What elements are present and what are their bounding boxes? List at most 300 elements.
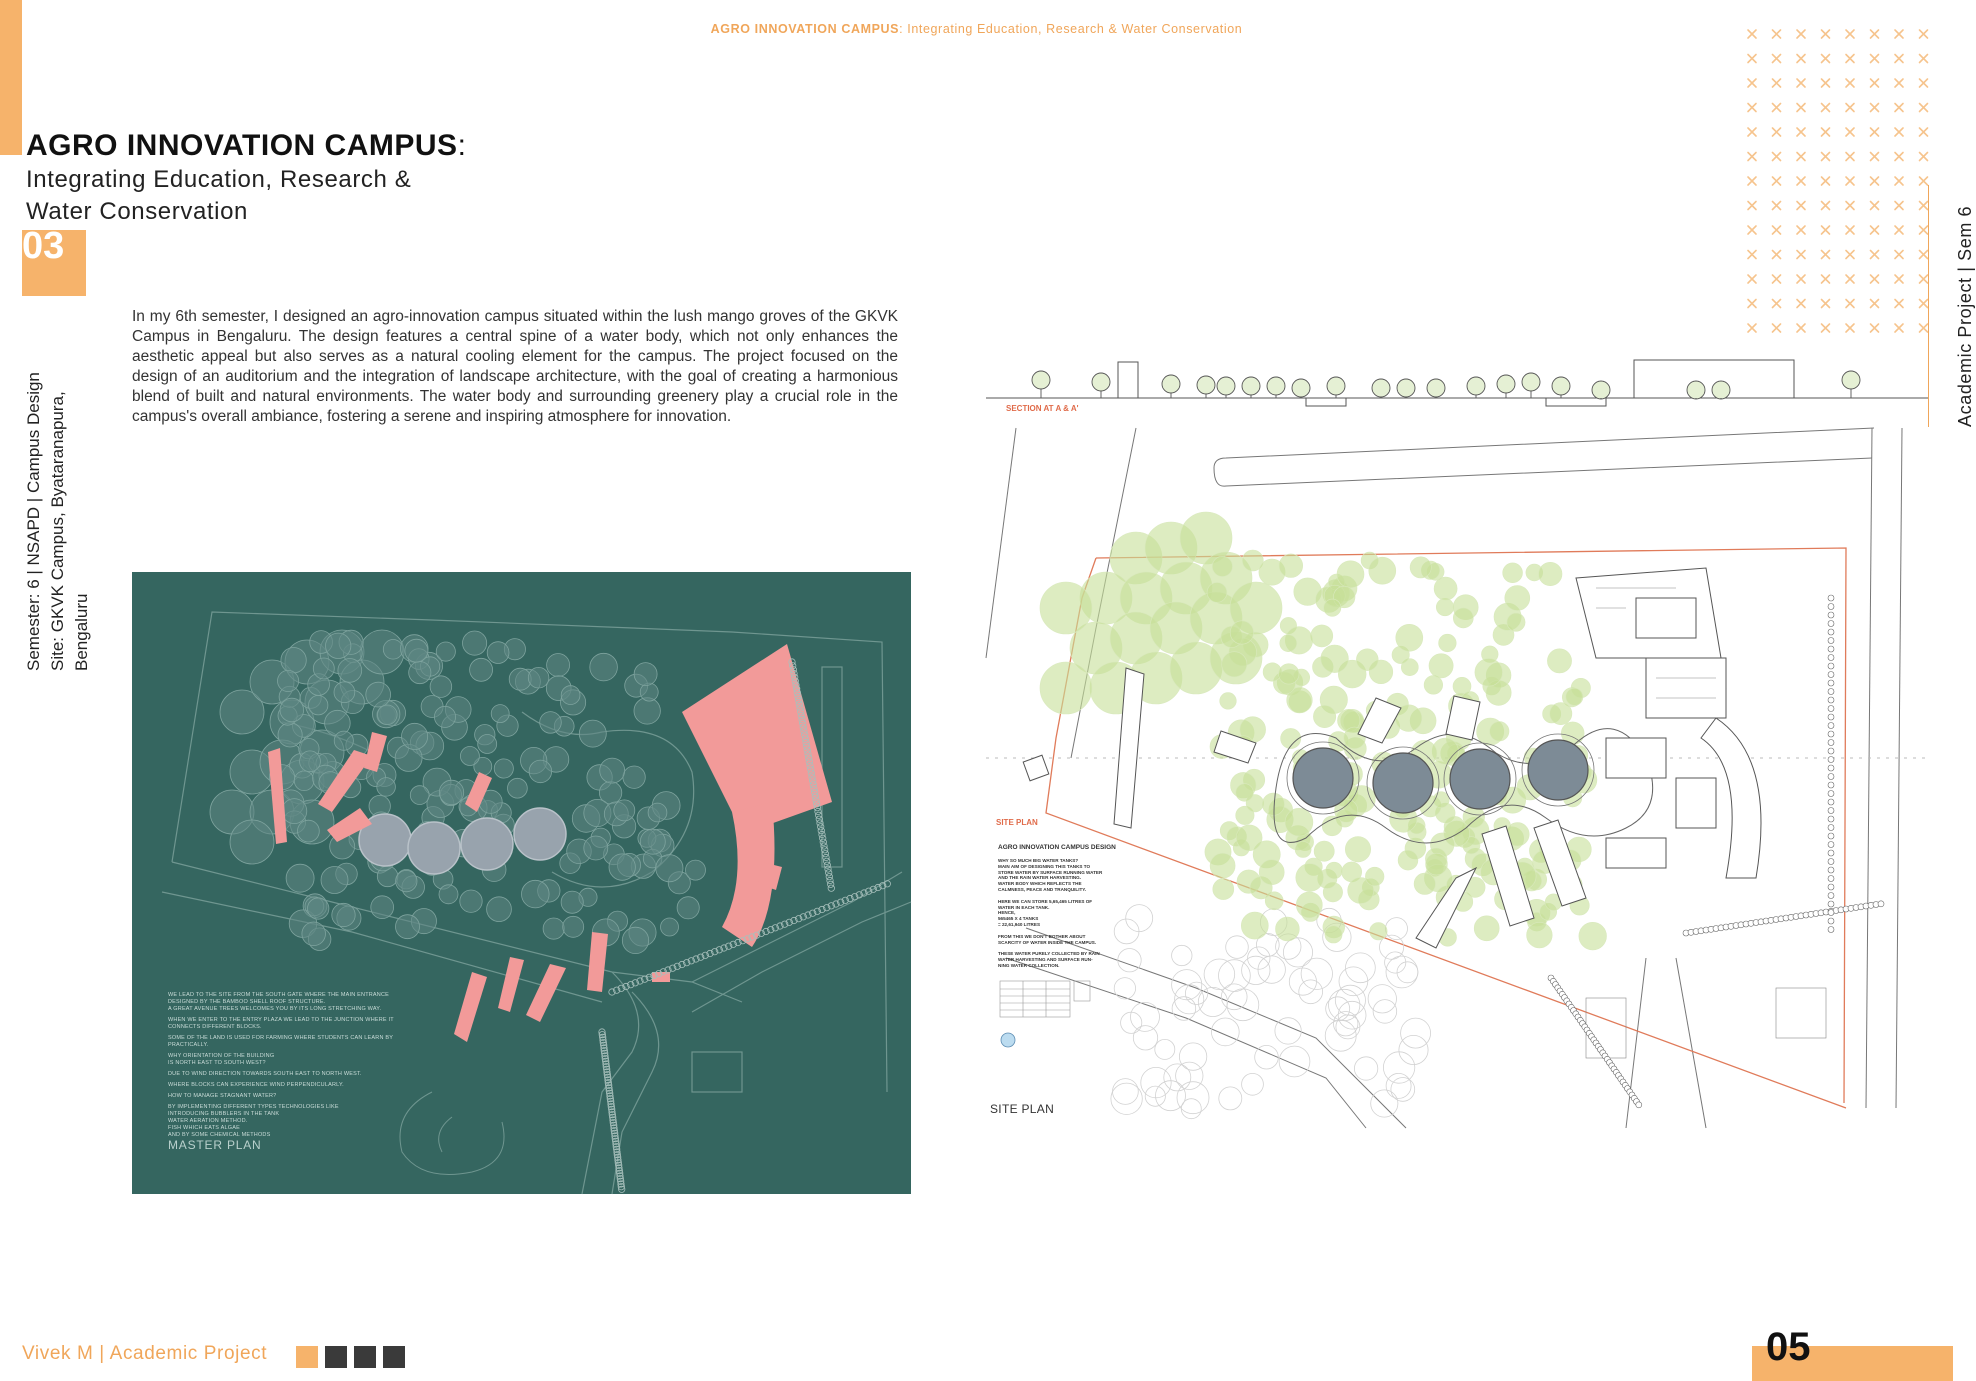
tree-canopy: [1426, 853, 1448, 875]
x-mark: [1748, 30, 1756, 38]
section-tree: [1242, 377, 1260, 395]
tree-canopy: [1505, 586, 1530, 611]
tree-canopy: [1398, 850, 1418, 870]
x-mark: [1920, 324, 1928, 332]
avenue-tree: [1828, 731, 1834, 737]
x-mark: [1822, 300, 1830, 308]
sp-note-12: SCARCITY OF WATER INSIDE THE CAMPUS.: [998, 939, 1097, 945]
tree-canopy: [487, 897, 512, 922]
running-header-bold: AGRO INNOVATION CAMPUS: [710, 22, 900, 36]
mp-note-13: INTRODUCING BUBBLERS IN THE TANK: [168, 1111, 280, 1117]
existing-tree: [1325, 1020, 1356, 1051]
tree-canopy: [1213, 879, 1234, 900]
existing-tree: [1164, 1064, 1191, 1091]
existing-tree: [1255, 1045, 1279, 1069]
tree-canopy: [463, 631, 487, 655]
sp-note-1: MAIN AIM OF DESIGNING THIS TANKS TO: [998, 863, 1091, 869]
water-drop-icon: [998, 1028, 1018, 1050]
x-mark: [1920, 104, 1928, 112]
avenue-tree: [1828, 689, 1834, 695]
tree-canopy: [334, 682, 355, 703]
x-mark: [1822, 55, 1830, 63]
tree-canopy: [1439, 634, 1457, 652]
existing-tree: [1198, 987, 1227, 1016]
title-colon: :: [457, 129, 467, 162]
existing-tree: [1179, 1043, 1206, 1070]
avenue-tree: [1828, 799, 1834, 805]
avenue-tree: [1828, 774, 1834, 780]
avenue-tree: [1828, 629, 1834, 635]
avenue-tree: [1828, 918, 1834, 924]
existing-tree: [1329, 989, 1360, 1020]
x-mark: [1871, 104, 1879, 112]
tree-canopy: [1222, 652, 1247, 677]
x-mark: [1871, 251, 1879, 259]
site-plan-red-label: SITE PLAN: [996, 818, 1038, 827]
tree-canopy: [302, 922, 326, 946]
x-mark: [1797, 177, 1805, 185]
tree-canopy: [1365, 867, 1384, 886]
storage-table-graphic: [998, 975, 1098, 1023]
x-mark: [1748, 300, 1756, 308]
title-line-2: Integrating Education, Research &: [26, 166, 412, 193]
footer-name: Vivek M | Academic Project: [22, 1343, 268, 1364]
tree-canopy: [614, 800, 635, 821]
sp-note-4: WATER BODY WHICH REFLECTS THE: [998, 881, 1082, 887]
x-mark: [1920, 202, 1928, 210]
tree-canopy: [656, 855, 683, 882]
avenue-tree: [1828, 867, 1834, 873]
existing-tree: [1258, 956, 1285, 983]
tree-canopy: [1579, 922, 1607, 950]
tree-canopy: [300, 751, 321, 772]
existing-tree: [1299, 980, 1323, 1004]
existing-tree: [1211, 1018, 1239, 1046]
x-mark: [1748, 128, 1756, 136]
tree-canopy: [1507, 613, 1525, 631]
mp-note-6: PRACTICALLY.: [168, 1042, 209, 1048]
sp-note-15: NING WATER COLLECTION.: [998, 962, 1060, 968]
avenue-tree: [1828, 595, 1834, 601]
section-label: SECTION AT A & A': [1006, 404, 1079, 413]
existing-tree: [1181, 1099, 1201, 1119]
x-mark: [1895, 324, 1903, 332]
existing-tree: [1221, 984, 1247, 1010]
tree-canopy: [460, 747, 479, 766]
tree-canopy: [1566, 688, 1583, 705]
x-mark: [1822, 79, 1830, 87]
avenue-tree: [1828, 893, 1834, 899]
sp-note-3: AND THE RAIN WATER HARVESTING.: [998, 875, 1082, 881]
section-tree: [1397, 379, 1415, 397]
x-mark: [1920, 251, 1928, 259]
design-notes: [998, 858, 1118, 969]
tree-canopy: [1444, 821, 1470, 847]
x-mark: [1871, 300, 1879, 308]
tree-canopy: [1453, 608, 1473, 628]
tree-canopy: [686, 860, 706, 880]
sp-note-11: FROM THIS WE DON'T BOTHER ABOUT: [998, 933, 1086, 939]
avenue-tree: [1828, 782, 1834, 788]
avenue-tree: [1878, 901, 1884, 907]
x-mark: [1748, 202, 1756, 210]
tree-canopy: [508, 778, 528, 798]
x-mark: [1748, 153, 1756, 161]
x-mark: [1773, 79, 1781, 87]
x-mark: [1920, 79, 1928, 87]
tree-canopy: [1296, 864, 1324, 892]
section-tree: [1197, 376, 1215, 394]
tree-canopy: [1503, 563, 1523, 583]
tree-canopy: [278, 723, 302, 747]
x-mark: [1822, 104, 1830, 112]
tree-canopy: [561, 686, 580, 705]
sp-note-6: HERE WE CAN STORE 5,65,465 LITRES OF: [998, 898, 1093, 904]
existing-tree: [1242, 956, 1270, 984]
x-mark: [1797, 275, 1805, 283]
x-mark: [1797, 153, 1805, 161]
tree-canopy: [529, 760, 552, 783]
right-tab-label: Academic Project | Sem 6: [1955, 205, 1975, 427]
avenue-tree: [1828, 612, 1834, 618]
tree-canopy: [528, 667, 549, 688]
avenue-tree: [1828, 859, 1834, 865]
x-mark: [1822, 177, 1830, 185]
master-plan-label: MASTER PLAN: [168, 1138, 262, 1152]
x-pattern-decoration: [1738, 20, 1938, 340]
tree-canopy: [1414, 873, 1435, 894]
tree-canopy: [640, 683, 658, 701]
design-title: AGRO INNOVATION CAMPUS DESIGN: [998, 844, 1116, 851]
section-tree: [1032, 371, 1050, 389]
tree-canopy: [640, 829, 665, 854]
tree-canopy: [436, 642, 455, 661]
tree-canopy: [309, 696, 328, 715]
x-mark: [1748, 177, 1756, 185]
tree-canopy: [563, 916, 584, 937]
x-mark: [1748, 324, 1756, 332]
tree-canopy: [282, 799, 307, 824]
x-mark: [1822, 128, 1830, 136]
tree-canopy: [1040, 662, 1092, 714]
tree-canopy: [547, 654, 570, 677]
x-mark: [1748, 104, 1756, 112]
mp-note-4: CONNECTS DIFFERENT BLOCKS.: [168, 1024, 262, 1030]
tree-canopy: [600, 758, 625, 783]
avenue-tree: [1828, 910, 1834, 916]
project-description: In my 6th semester, I designed an agro-innovation campus situated within the lush mango groves of the GKVK Campus in Bengaluru. The design features a central spine of a water body, which not only enhances the aesthetic appeal but also serves as a natural cooling element for the campus. The project focused on the design of an auditorium and the integration of landscape architecture, with the goal of creating a harmonious blend of built and natural environments. The water body and surrounding greenery play a crucial role in the campus's overall ambiance, fostering a serene and inspiring atmosphere for innovation.: [132, 308, 898, 425]
tree-canopy: [430, 676, 452, 698]
avenue-tree: [828, 885, 834, 891]
x-mark: [1920, 300, 1928, 308]
x-mark: [1871, 30, 1879, 38]
tree-canopy: [1326, 862, 1343, 879]
avenue-tree: [1828, 884, 1834, 890]
tree-canopy: [1345, 837, 1370, 862]
existing-tree: [1399, 1035, 1428, 1064]
tree-canopy: [1276, 917, 1300, 941]
avenue-tree: [1828, 808, 1834, 814]
x-mark: [1871, 55, 1879, 63]
master-plan-notes: [168, 992, 398, 1139]
tree-canopy: [434, 706, 455, 727]
tree-canopy: [1490, 722, 1509, 741]
tree-canopy: [609, 854, 635, 880]
avenue-tree: [1828, 706, 1834, 712]
tree-canopy: [1434, 577, 1457, 600]
x-mark: [1846, 55, 1854, 63]
avenue-tree: [1828, 816, 1834, 822]
x-mark: [1748, 251, 1756, 259]
x-mark: [1895, 79, 1903, 87]
tree-canopy: [590, 653, 618, 681]
avenue-tree: [1828, 850, 1834, 856]
existing-tree: [1126, 905, 1153, 932]
tree-canopy: [579, 720, 606, 747]
x-mark: [1822, 226, 1830, 234]
x-mark: [1773, 128, 1781, 136]
x-mark: [1846, 275, 1854, 283]
tree-canopy: [634, 698, 660, 724]
x-mark: [1773, 177, 1781, 185]
mp-note-8: IS NORTH EAST TO SOUTH WEST?: [168, 1060, 266, 1066]
existing-tree: [1283, 938, 1312, 967]
x-mark: [1846, 128, 1854, 136]
tree-canopy: [1474, 916, 1499, 941]
sp-note-2: STORE WATER BY SURFACE RUNNING WATER: [998, 869, 1103, 875]
x-mark: [1797, 324, 1805, 332]
x-mark: [1748, 55, 1756, 63]
project-title: [26, 128, 466, 228]
tree-canopy: [378, 705, 398, 725]
x-mark: [1797, 55, 1805, 63]
existing-tree: [1172, 997, 1196, 1021]
section-tree: [1327, 377, 1345, 395]
tree-canopy: [584, 836, 608, 860]
tree-canopy: [326, 633, 351, 658]
x-mark: [1846, 30, 1854, 38]
tree-canopy: [371, 896, 394, 919]
x-mark: [1797, 104, 1805, 112]
avenue-tree: [1828, 901, 1834, 907]
x-mark: [1822, 30, 1830, 38]
avenue-tree: [1828, 833, 1834, 839]
mp-note-5: SOME OF THE LAND IS USED FOR FARMING WHERE STUDENTS CAN LEARN BY: [168, 1035, 394, 1041]
title-line-3: Water Conservation: [26, 198, 248, 225]
tree-canopy: [1527, 922, 1553, 948]
tree-canopy: [230, 820, 274, 864]
tree-canopy: [1241, 912, 1268, 939]
tree-canopy: [1433, 792, 1449, 808]
avenue-tree: [1828, 748, 1834, 754]
existing-tree: [1185, 982, 1207, 1004]
x-mark: [1797, 30, 1805, 38]
tree-canopy: [1356, 649, 1378, 671]
side-info-line-1: Semester: 6 | NSAPD | Campus Design: [24, 372, 43, 671]
tree-canopy: [509, 668, 531, 690]
existing-tree: [1301, 958, 1332, 989]
x-mark: [1871, 177, 1879, 185]
existing-tree: [1275, 1018, 1301, 1044]
x-mark: [1895, 202, 1903, 210]
sp-note-0: WHY SO MUCH BIG WATER TANKS?: [998, 858, 1079, 863]
tree-canopy: [396, 870, 417, 891]
x-mark: [1895, 300, 1903, 308]
tree-canopy: [286, 864, 314, 892]
existing-tree: [1401, 1018, 1431, 1048]
mp-note-2: A GREAT AVENUE TREES WELCOMES YOU BY ITS LONG STRETCHING WAY.: [168, 1006, 382, 1012]
avenue-tree: [1828, 927, 1834, 933]
tree-canopy: [332, 903, 355, 926]
x-mark: [1773, 30, 1781, 38]
existing-tree: [1368, 985, 1396, 1013]
tree-canopy: [313, 658, 334, 679]
existing-tree: [1371, 1090, 1398, 1117]
tree-canopy: [1212, 556, 1232, 576]
tree-canopy: [338, 659, 362, 683]
tree-canopy: [1325, 926, 1342, 943]
x-mark: [1773, 324, 1781, 332]
tree-canopy: [1324, 599, 1341, 616]
x-mark: [1871, 226, 1879, 234]
tree-canopy: [278, 670, 299, 691]
x-mark: [1871, 153, 1879, 161]
mp-note-7: WHY ORIENTATION OF THE BUILDING: [168, 1053, 275, 1059]
x-mark: [1920, 177, 1928, 185]
tree-canopy: [396, 915, 420, 939]
x-mark: [1773, 153, 1781, 161]
side-info-line-3: Bengaluru: [72, 593, 91, 671]
tree-canopy: [439, 885, 458, 904]
avenue-tree: [1828, 825, 1834, 831]
x-mark: [1871, 202, 1879, 210]
tree-canopy: [1295, 842, 1311, 858]
existing-tree: [1176, 1062, 1203, 1089]
tree-canopy: [561, 891, 583, 913]
existing-tree: [1385, 952, 1406, 973]
section-tree: [1712, 381, 1730, 399]
existing-tree: [1204, 959, 1235, 990]
mp-note-14: WATER AERATION METHOD.: [168, 1118, 248, 1124]
avenue-tree: [1828, 604, 1834, 610]
x-mark: [1895, 30, 1903, 38]
tree-canopy: [308, 898, 329, 919]
footer-square-dark-2: [354, 1346, 376, 1368]
avenue-tree: [1828, 876, 1834, 882]
side-info: [22, 341, 94, 671]
x-mark: [1846, 300, 1854, 308]
tree-canopy: [410, 786, 429, 805]
tree-canopy: [1321, 645, 1349, 673]
tree-canopy: [1429, 654, 1453, 678]
x-mark: [1773, 226, 1781, 234]
page-number: 05: [1766, 1325, 1811, 1369]
sp-note-10: = 22,61,940 LITRES: [998, 921, 1041, 927]
section-tree: [1522, 373, 1540, 391]
x-mark: [1895, 55, 1903, 63]
avenue-tree: [1828, 714, 1834, 720]
tree-canopy: [1475, 659, 1503, 687]
tree-canopy: [1040, 582, 1092, 634]
section-tree: [1687, 381, 1705, 399]
x-mark: [1871, 275, 1879, 283]
existing-tree: [1118, 949, 1141, 972]
x-mark: [1895, 128, 1903, 136]
mp-note-1: DESIGNED BY THE BAMBOO SHELL ROOF STRUCTURE.: [168, 999, 326, 1005]
sp-note-8: HENCE,: [998, 910, 1016, 916]
tree-canopy: [1424, 676, 1443, 695]
title-main-text: AGRO INNOVATION CAMPUS: [26, 129, 458, 162]
tree-canopy: [1396, 624, 1423, 651]
right-tab-box: [1928, 185, 1954, 427]
sp-note-5: CALMNESS, PEACE AND TRANQUILITY.: [998, 886, 1087, 892]
avenue-tree: [1828, 723, 1834, 729]
x-mark: [1773, 300, 1781, 308]
tree-canopy: [1313, 705, 1335, 727]
project-number: 03: [22, 225, 65, 267]
avenue-tree: [1828, 663, 1834, 669]
running-header: [0, 22, 1953, 36]
existing-tree: [1172, 945, 1192, 965]
existing-tree: [1226, 936, 1249, 959]
tree-canopy: [478, 735, 497, 754]
tree-canopy: [281, 648, 306, 673]
x-mark: [1773, 55, 1781, 63]
tree-canopy: [1539, 562, 1562, 585]
avenue-tree: [1828, 672, 1834, 678]
tree-canopy: [383, 640, 403, 660]
tree-canopy: [522, 880, 550, 908]
avenue-tree: [1828, 791, 1834, 797]
section-tree: [1552, 377, 1570, 395]
x-mark: [1920, 55, 1928, 63]
existing-tree: [1177, 1082, 1209, 1114]
tree-canopy: [1337, 561, 1364, 588]
tree-canopy: [1369, 557, 1396, 584]
section-tree: [1497, 375, 1515, 393]
tree-canopy: [1279, 664, 1299, 684]
tree-canopy: [634, 663, 657, 686]
section-elevation: [986, 360, 1931, 406]
tree-canopy: [623, 766, 645, 788]
section-tree: [1467, 377, 1485, 395]
x-mark: [1846, 226, 1854, 234]
tree-canopy: [1207, 583, 1227, 603]
tree-canopy: [491, 705, 509, 723]
x-mark: [1846, 324, 1854, 332]
avenue-tree: [1828, 655, 1834, 661]
x-mark: [1846, 202, 1854, 210]
tree-canopy: [1550, 703, 1572, 725]
tree-canopy: [294, 771, 314, 791]
x-mark: [1797, 226, 1805, 234]
x-mark: [1846, 104, 1854, 112]
x-mark: [1797, 128, 1805, 136]
avenue-tree: [1828, 740, 1834, 746]
running-header-rest: : Integrating Education, Research & Water Conservation: [899, 22, 1243, 36]
tree-canopy: [321, 867, 348, 894]
tree-canopy: [1311, 625, 1333, 647]
tree-canopy: [409, 662, 431, 684]
footer-square-accent: [296, 1346, 318, 1368]
tree-canopy: [494, 759, 513, 778]
tree-canopy: [1210, 853, 1235, 878]
site-plan-drawing: [986, 358, 1931, 1128]
tree-canopy: [648, 803, 667, 822]
tree-canopy: [1370, 923, 1387, 940]
x-mark: [1822, 153, 1830, 161]
existing-tree: [1131, 1002, 1160, 1031]
